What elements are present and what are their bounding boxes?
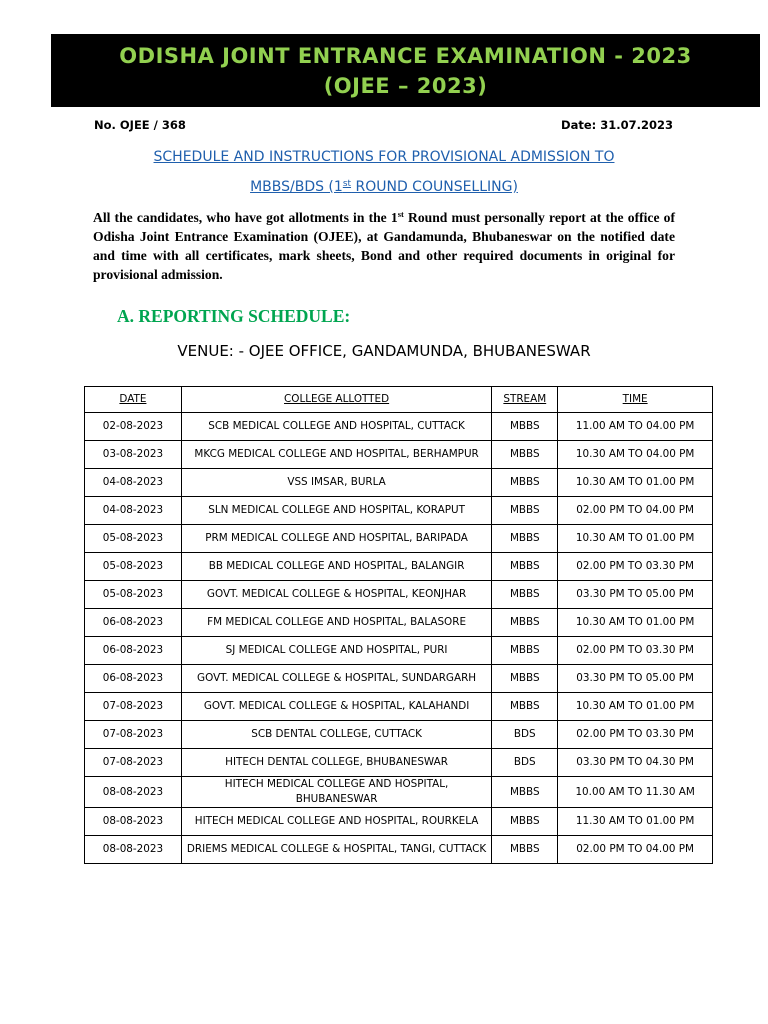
table-row — [85, 497, 713, 525]
date-cell: 05-08-2023 — [85, 553, 182, 581]
table-row — [85, 721, 713, 749]
table-row — [85, 777, 713, 808]
table-row — [85, 581, 713, 609]
table-row — [85, 808, 713, 836]
college-cell: BB MEDICAL COLLEGE AND HOSPITAL, BALANGIR — [181, 553, 491, 581]
time-cell: 03.30 PM TO 05.00 PM — [558, 665, 713, 693]
stream-cell: MBBS — [492, 637, 558, 665]
college-cell: PRM MEDICAL COLLEGE AND HOSPITAL, BARIPADA — [181, 525, 491, 553]
intro-sup: st — [397, 209, 404, 219]
time-cell: 10.30 AM TO 01.00 PM — [558, 609, 713, 637]
time-cell: 02.00 PM TO 03.30 PM — [558, 721, 713, 749]
stream-cell: MBBS — [492, 808, 558, 836]
header-college: COLLEGE ALLOTTED — [181, 387, 491, 413]
table-row — [85, 469, 713, 497]
date-cell: 05-08-2023 — [85, 525, 182, 553]
date-cell: 05-08-2023 — [85, 581, 182, 609]
college-cell: HITECH MEDICAL COLLEGE AND HOSPITAL, ROURKELA — [181, 808, 491, 836]
table-row — [85, 413, 713, 441]
stream-cell: MBBS — [492, 441, 558, 469]
time-cell: 02.00 PM TO 03.30 PM — [558, 553, 713, 581]
table-row — [85, 836, 713, 864]
date-cell: 08-08-2023 — [85, 836, 182, 864]
stream-cell: MBBS — [492, 836, 558, 864]
schedule-heading: SCHEDULE AND INSTRUCTIONS FOR PROVISIONAL ADMISSION TO — [153, 149, 615, 165]
college-cell: MKCG MEDICAL COLLEGE AND HOSPITAL, BERHAMPUR — [181, 441, 491, 469]
intro-post: Round must personally report at the office of Odisha Joint Entrance Examination (OJEE), at Gandamunda, Bhubaneswar on the notified date and time with all certificates, mark sheets, Bond and other required documents in original for provisional admission. — [93, 210, 675, 282]
date-cell: 04-08-2023 — [85, 497, 182, 525]
stream-cell: MBBS — [492, 665, 558, 693]
table-header-row — [85, 387, 713, 413]
stream-cell: MBBS — [492, 693, 558, 721]
time-cell: 02.00 PM TO 04.00 PM — [558, 836, 713, 864]
time-cell: 03.30 PM TO 04.30 PM — [558, 749, 713, 777]
stream-cell: MBBS — [492, 413, 558, 441]
stream-cell: MBBS — [492, 777, 558, 808]
table-row — [85, 693, 713, 721]
college-cell: HITECH DENTAL COLLEGE, BHUBANESWAR — [181, 749, 491, 777]
college-cell: FM MEDICAL COLLEGE AND HOSPITAL, BALASORE — [181, 609, 491, 637]
time-cell: 02.00 PM TO 03.30 PM — [558, 637, 713, 665]
stream-cell: MBBS — [492, 609, 558, 637]
header-time: TIME — [558, 387, 713, 413]
subheading-post: ROUND COUNSELLING) — [351, 179, 518, 195]
table-row — [85, 609, 713, 637]
college-cell: GOVT. MEDICAL COLLEGE & HOSPITAL, SUNDARGARH — [181, 665, 491, 693]
table-row — [85, 749, 713, 777]
reporting-schedule-table — [84, 386, 713, 864]
stream-cell: MBBS — [492, 581, 558, 609]
venue-line: VENUE: - OJEE OFFICE, GANDAMUNDA, BHUBANESWAR — [177, 342, 591, 360]
table-row — [85, 665, 713, 693]
date-cell: 07-08-2023 — [85, 749, 182, 777]
table-row — [85, 525, 713, 553]
time-cell: 03.30 PM TO 05.00 PM — [558, 581, 713, 609]
stream-cell: MBBS — [492, 469, 558, 497]
table-row — [85, 553, 713, 581]
date-cell: 04-08-2023 — [85, 469, 182, 497]
time-cell: 11.00 AM TO 04.00 PM — [558, 413, 713, 441]
subheading-pre: MBBS/BDS (1 — [250, 179, 343, 195]
date-cell: 06-08-2023 — [85, 665, 182, 693]
stream-cell: BDS — [492, 721, 558, 749]
time-cell: 11.30 AM TO 01.00 PM — [558, 808, 713, 836]
college-cell: GOVT. MEDICAL COLLEGE & HOSPITAL, KALAHANDI — [181, 693, 491, 721]
table-body — [85, 413, 713, 864]
college-cell: SLN MEDICAL COLLEGE AND HOSPITAL, KORAPUT — [181, 497, 491, 525]
college-cell: SJ MEDICAL COLLEGE AND HOSPITAL, PURI — [181, 637, 491, 665]
header-date: DATE — [85, 387, 182, 413]
time-cell: 02.00 PM TO 04.00 PM — [558, 497, 713, 525]
subheading-sup: st — [342, 179, 352, 189]
stream-cell: MBBS — [492, 553, 558, 581]
schedule-subheading — [0, 179, 768, 195]
college-cell: DRIEMS MEDICAL COLLEGE & HOSPITAL, TANGI, CUTTACK — [181, 836, 491, 864]
header-stream: STREAM — [492, 387, 558, 413]
date-cell: 08-08-2023 — [85, 777, 182, 808]
date-cell: 06-08-2023 — [85, 609, 182, 637]
stream-cell: MBBS — [492, 497, 558, 525]
reference-number: No. OJEE / 368 — [94, 118, 186, 132]
table-row — [85, 441, 713, 469]
table-row — [85, 637, 713, 665]
stream-cell: BDS — [492, 749, 558, 777]
time-cell: 10.30 AM TO 01.00 PM — [558, 469, 713, 497]
section-title: A. REPORTING SCHEDULE: — [117, 306, 351, 326]
notice-date: Date: 31.07.2023 — [561, 118, 673, 132]
date-cell: 06-08-2023 — [85, 637, 182, 665]
college-cell: VSS IMSAR, BURLA — [181, 469, 491, 497]
date-cell: 08-08-2023 — [85, 808, 182, 836]
intro-pre: All the candidates, who have got allotments in the 1 — [93, 210, 398, 225]
time-cell: 10.30 AM TO 04.00 PM — [558, 441, 713, 469]
date-cell: 07-08-2023 — [85, 693, 182, 721]
intro-paragraph — [93, 208, 675, 284]
time-cell: 10.30 AM TO 01.00 PM — [558, 693, 713, 721]
time-cell: 10.00 AM TO 11.30 AM — [558, 777, 713, 808]
banner-subtitle: (OJEE – 2023) — [323, 74, 488, 98]
banner-title: ODISHA JOINT ENTRANCE EXAMINATION - 2023 — [119, 44, 692, 68]
time-cell: 10.30 AM TO 01.00 PM — [558, 525, 713, 553]
title-banner — [51, 34, 760, 107]
college-cell: HITECH MEDICAL COLLEGE AND HOSPITAL, BHUBANESWAR — [181, 777, 491, 808]
date-cell: 07-08-2023 — [85, 721, 182, 749]
college-cell: SCB DENTAL COLLEGE, CUTTACK — [181, 721, 491, 749]
stream-cell: MBBS — [492, 525, 558, 553]
date-cell: 02-08-2023 — [85, 413, 182, 441]
college-cell: GOVT. MEDICAL COLLEGE & HOSPITAL, KEONJHAR — [181, 581, 491, 609]
date-cell: 03-08-2023 — [85, 441, 182, 469]
college-cell: SCB MEDICAL COLLEGE AND HOSPITAL, CUTTACK — [181, 413, 491, 441]
